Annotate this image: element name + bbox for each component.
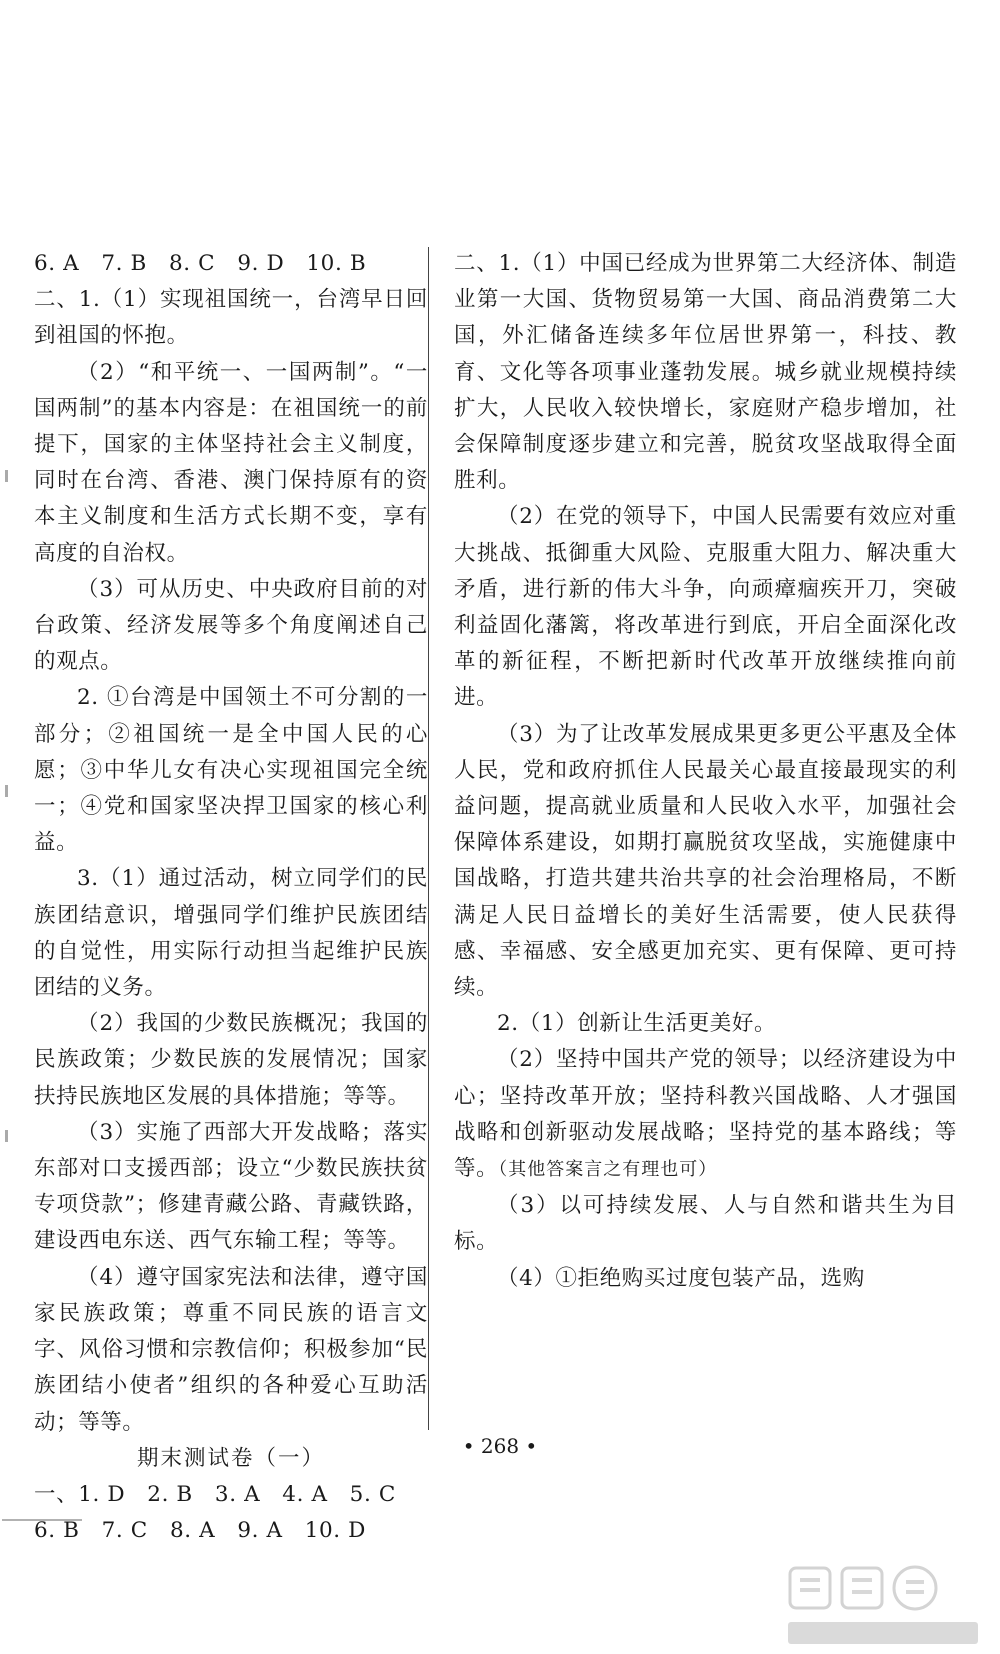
answer-text: （2）坚持中国共产党的领导；以经济建设为中心；坚持改革开放；坚持科教兴国战略、人才强国战略和创新驱动发展战略；坚持党的基本路线；等等。 [454, 1047, 957, 1182]
left-column [34, 246, 428, 1549]
scan-artifact [2, 1511, 82, 1521]
answer-paragraph: （2）在党的领导下，中国人民需要有效应对重大挑战、抵御重大风险、克服重大阻力、解决重大矛盾，进行新的伟大斗争，向顽瘴痼疾开刀，突破利益固化藩篱，将改革进行到底，开启全面深化改革的新征程，不断把新时代改革开放继续推向前进。 [454, 504, 957, 711]
watermark-logo [780, 1560, 992, 1650]
answer-paragraph: 3.（1）通过活动，树立同学们的民族团结意识，增强同学们维护民族团结的自觉性，用实际行动担当起维护民族团结的义务。 [34, 866, 428, 1001]
answer-line: 一、1. D 2. B 3. A 4. A 5. C [34, 1481, 396, 1507]
answer-paragraph: 2.（1）创新让生活更美好。 [497, 1011, 777, 1037]
answer-paragraph: （3）以可持续发展、人与自然和谐共生为目标。 [454, 1193, 957, 1255]
answer-paragraph [454, 1042, 957, 1188]
watermark-logo-graphic [780, 1560, 992, 1650]
answer-paragraph: （3）实施了西部大开发战略；落实东部对口支援西部；设立“少数民族扶贫专项贷款”；修建青藏公路、青藏铁路，建设西电东送、西气东输工程；等等。 [34, 1119, 428, 1254]
answer-paragraph: （4）①拒绝购买过度包装产品，选购 [497, 1265, 865, 1291]
answer-paragraph: （3）为了让改革发展成果更多更公平惠及全体人民，党和政府抓住人民最关心最直接最现实的利益问题，提高就业质量和人民收入水平，加强社会保障体系建设，如期打赢脱贫攻坚战，实施健康中国战略，打造共建共治共享的社会治理格局，不断满足人民日益增长的美好生活需要，使人民获得感、幸福感、安全感更加充实、更有保障、更可持续。 [454, 721, 957, 1001]
answer-paragraph: 二、1.（1）实现祖国统一，台湾早日回到祖国的怀抱。 [34, 287, 428, 349]
answer-paragraph: （3）可从历史、中央政府目前的对台政策、经济发展等多个角度阐述自己的观点。 [34, 576, 428, 675]
answer-paragraph: 二、1.（1）中国已经成为世界第二大经济体、制造业第一大国、货物贸易第一大国、商品消费第二大国，外汇储备连续多年位居世界第一，科技、教育、文化等各项事业蓬勃发展。城乡就业规模持续扩大，人民收入较快增长，家庭财产稳步增加，社会保障制度逐步建立和完善，脱贫攻坚战取得全面胜利。 [454, 251, 957, 494]
scan-edge-mark [5, 1130, 8, 1142]
right-column [454, 246, 957, 1297]
answer-paragraph: （4）遵守国家宪法和法律，遵守国家民族政策；尊重不同民族的语言文字、风俗习惯和宗教信仰；积极参加“民族团结小使者”组织的各种爱心互助活动；等等。 [34, 1264, 428, 1435]
answer-line: 6. B 7. C 8. A 9. A 10. D [34, 1518, 366, 1544]
answer-line: 6. A 7. B 8. C 9. D 10. B [34, 251, 367, 276]
scan-edge-mark [5, 785, 8, 797]
page-number: • 268 • [462, 1434, 538, 1458]
exam-title: 期末测试卷（一） [136, 1445, 325, 1471]
answer-paragraph: 2. ①台湾是中国领土不可分割的一部分；②祖国统一是全中国人民的心愿；③中华儿女有决心实现祖国完全统一；④党和国家坚决捍卫国家的核心利益。 [34, 685, 428, 856]
column-divider [428, 247, 429, 1430]
answer-paragraph: （2）“和平统一、一国两制”。“一国两制”的基本内容是：在祖国统一的前提下，国家的主体坚持社会主义制度，同时在台湾、香港、澳门保持原有的资本主义制度和生活方式长期不变，享有高度的自治权。 [34, 359, 428, 566]
answer-paragraph: （2）我国的少数民族概况；我国的民族政策；少数民族的发展情况；国家扶持民族地区发展的具体措施；等等。 [34, 1011, 428, 1109]
answer-note: （其他答案言之有理也可） [498, 1159, 718, 1181]
scan-edge-mark [5, 470, 8, 482]
